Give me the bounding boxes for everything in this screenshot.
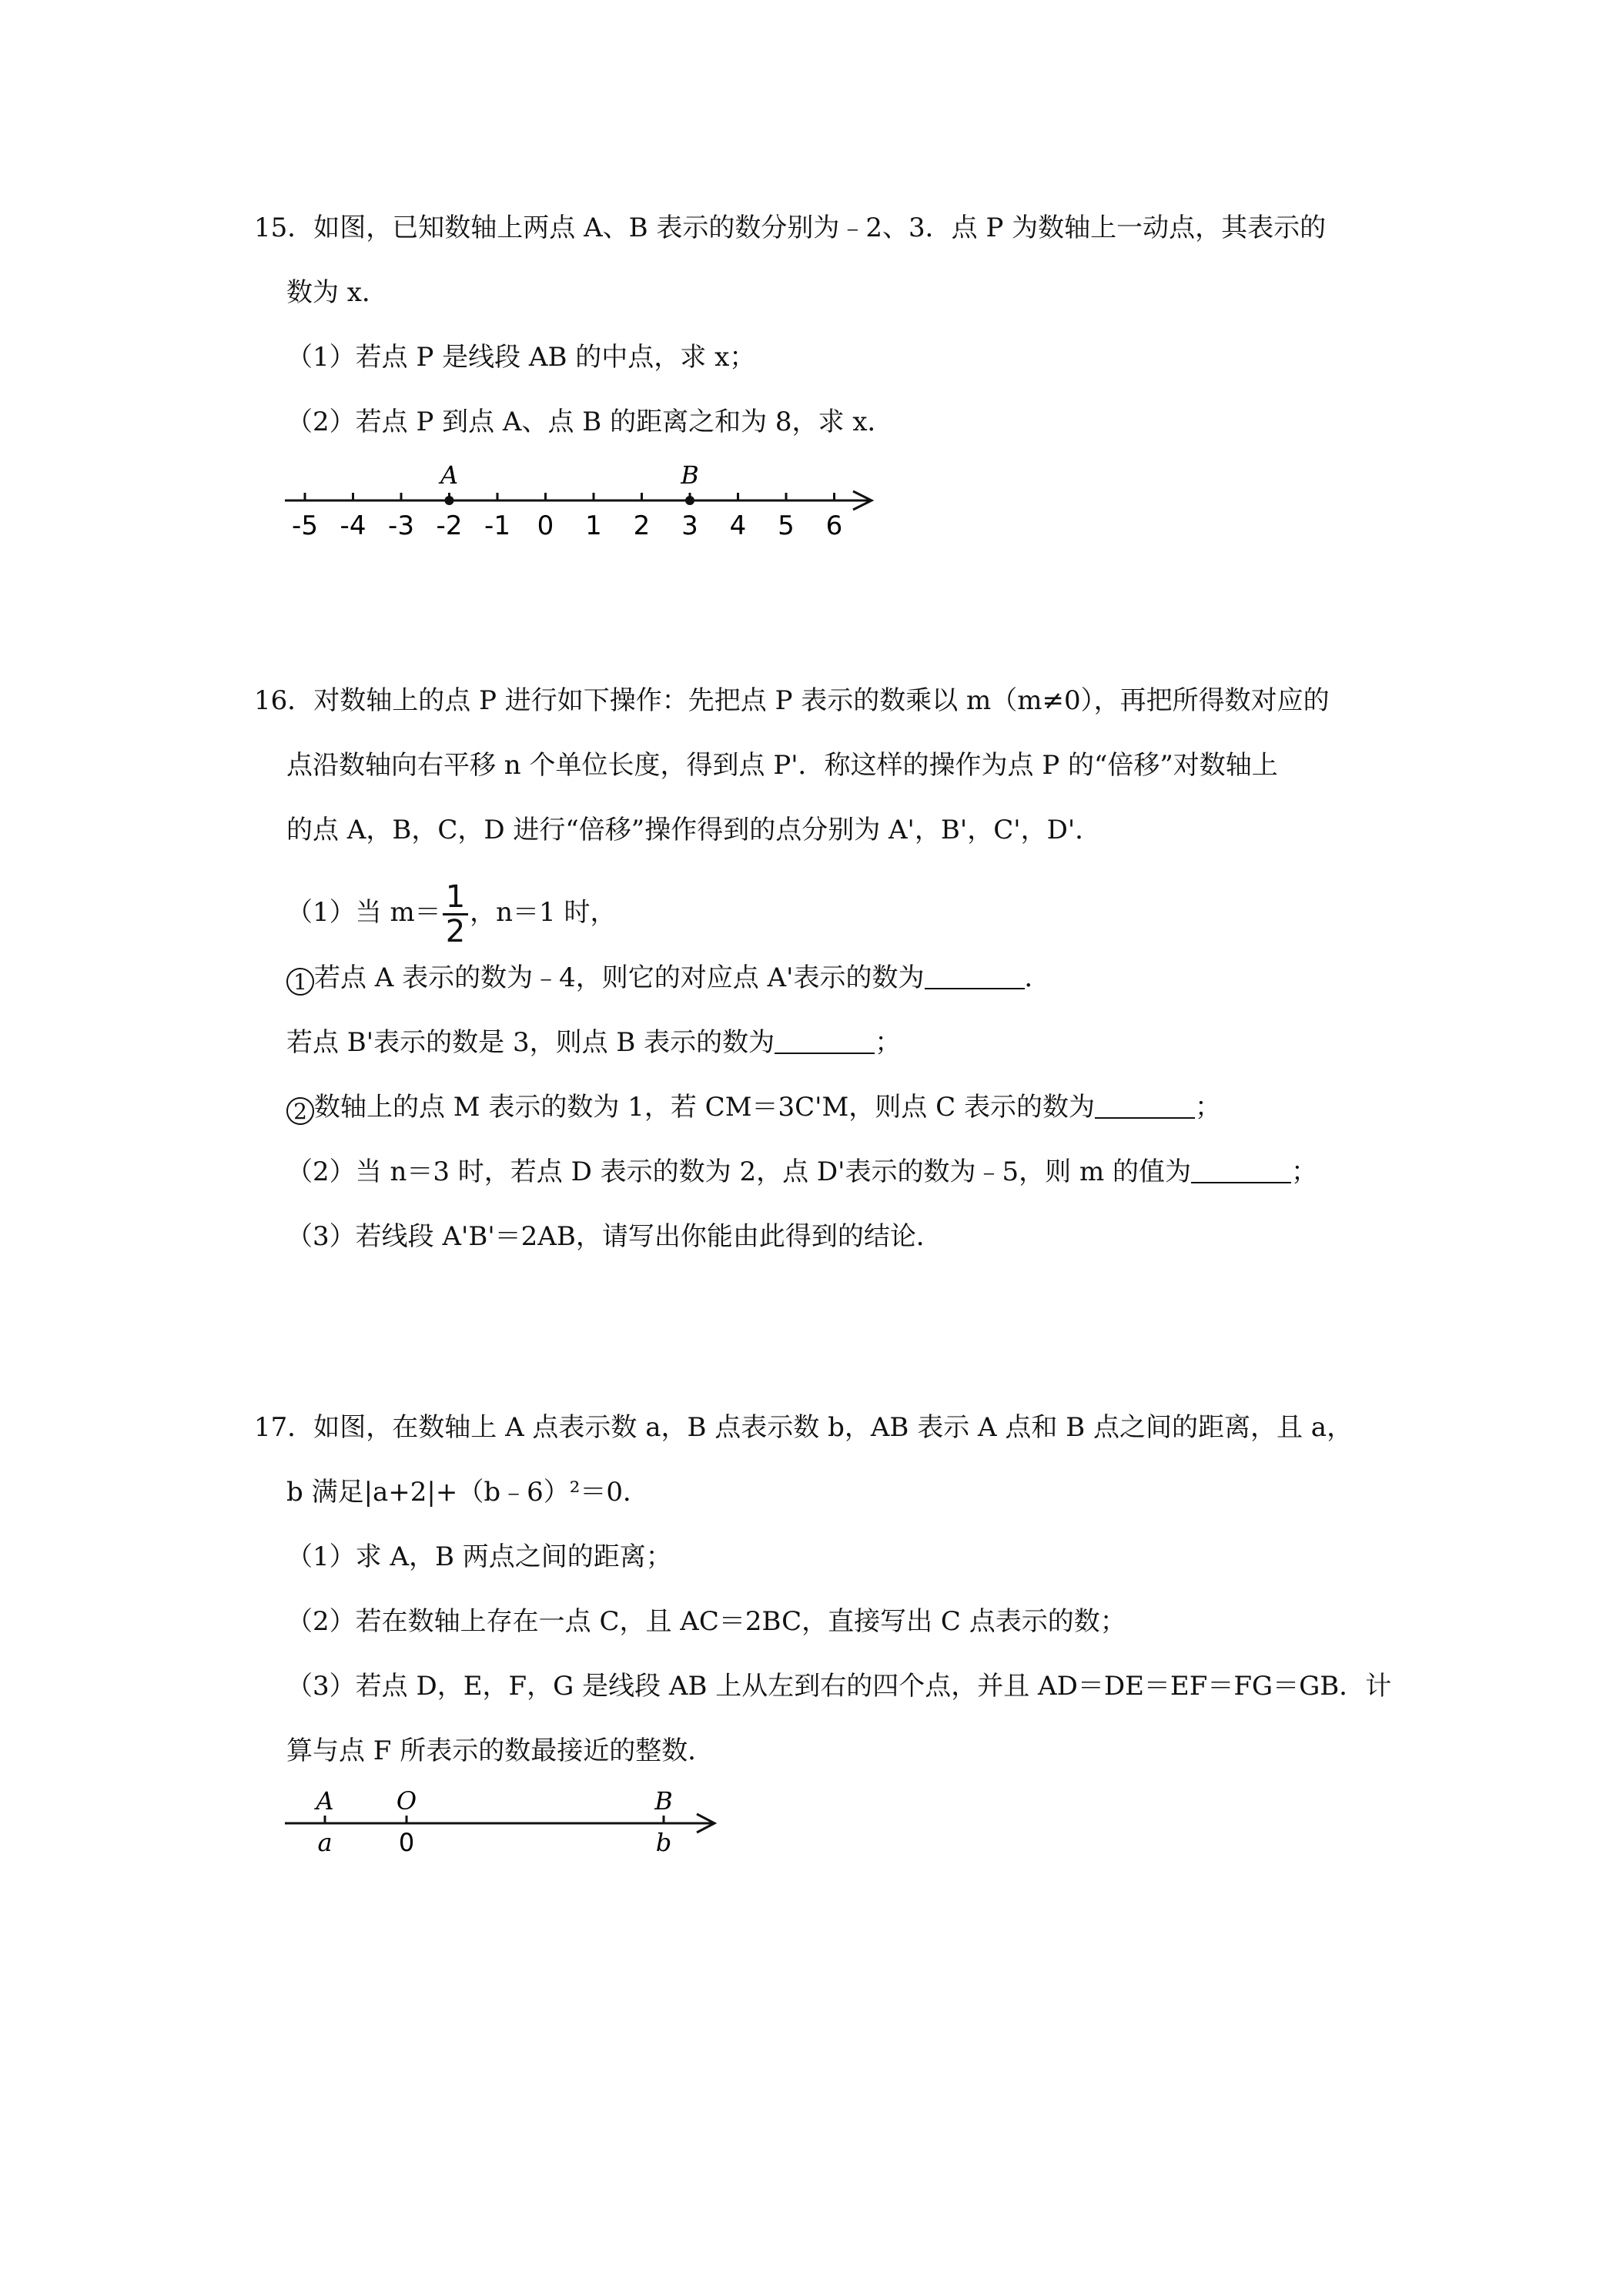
circled-one-mark: 1 (286, 968, 314, 996)
q15-tick-label: 2 (633, 510, 651, 541)
q16-part-1 (286, 878, 616, 948)
q17-value-a: a (317, 1828, 333, 1857)
q17-number: 17． (254, 1412, 314, 1443)
q15-stem-1: 如图，已知数轴上两点 A、B 表示的数分别为﹣2、3．点 P 为数轴上一动点，其表示的 (313, 213, 1327, 243)
q15-label-a: A (440, 460, 459, 490)
q15-tick-label: 3 (681, 510, 698, 541)
q17-part-4: 算与点 F 所表示的数最接近的整数． (286, 1735, 714, 1766)
q16-fraction (443, 881, 468, 948)
q17-label-b: B (654, 1786, 673, 1816)
q15-label-b: B (681, 460, 699, 490)
q16-fraction-denominator: 2 (445, 913, 466, 949)
q15-tick-label: -2 (436, 510, 463, 541)
q15-tick-label: 4 (729, 510, 747, 541)
q15-tick-label: -5 (292, 510, 318, 541)
q16-sub-2 (286, 1090, 1221, 1125)
q15-tick-label: 6 (825, 510, 843, 541)
q16-sub-2-end: ； (1194, 1092, 1221, 1123)
q17-label-o: O (396, 1786, 417, 1816)
answer-blank-1[interactable] (925, 965, 1025, 989)
q17-number-line (277, 1785, 724, 1869)
q16-stem-2: 点沿数轴向右平移 n 个单位长度，得到点 P'．称这样的操作为点 P 的“倍移”对数轴上 (286, 750, 1278, 781)
q16-sub-1-text: 若点 A 表示的数为﹣4，则它的对应点 A'表示的数为 (314, 962, 925, 993)
q16-sub-b (286, 1026, 901, 1059)
q15-point-a (445, 496, 454, 505)
answer-blank-2[interactable] (775, 1029, 875, 1054)
q16-sub-b-text: 若点 B'表示的数是 3，则点 B 表示的数为 (286, 1027, 775, 1058)
q16-part-2 (286, 1155, 1317, 1189)
answer-blank-3[interactable] (1095, 1094, 1195, 1119)
q15-part-1: （1）若点 P 是线段 AB 的中点，求 x； (286, 342, 756, 373)
answer-blank-4[interactable] (1191, 1159, 1291, 1183)
q16-part-3: （3）若线段 A'B'＝2AB，请写出你能由此得到的结论． (286, 1221, 942, 1252)
q16-part-2-text: （2）当 n＝3 时，若点 D 表示的数为 2，点 D'表示的数为﹣5，则 m 的值为 (286, 1156, 1191, 1187)
q15-tick-label: -4 (340, 510, 366, 541)
q16-fraction-numerator: 1 (443, 881, 468, 915)
circled-two-mark: 2 (286, 1097, 314, 1125)
q16-sub-1-end: ． (1024, 962, 1051, 993)
q16-part-2-end: ； (1291, 1156, 1317, 1187)
q16-stem-1: 对数轴上的点 P 进行如下操作：先把点 P 表示的数乘以 m（m≠0），再把所得数对应的 (313, 685, 1330, 716)
q17-part-2: （2）若在数轴上存在一点 C，且 AC＝2BC，直接写出 C 点表示的数； (286, 1606, 1126, 1637)
q17-line1 (254, 1411, 1353, 1444)
q15-part-2: （2）若点 P 到点 A、点 B 的距离之和为 8，求 x． (286, 407, 894, 437)
q16-sub-2-text: 数轴上的点 M 表示的数为 1，若 CM＝3C'M，则点 C 表示的数为 (314, 1092, 1095, 1123)
q16-part-1-pre: （1）当 m＝ (286, 897, 441, 928)
q15-number: 15． (254, 213, 314, 243)
q16-sub-b-end: ； (875, 1027, 902, 1058)
q15-tick-label: 1 (585, 510, 602, 541)
q16-part-1-post: ，n＝1 时， (470, 897, 617, 928)
q15-tick-label: 5 (778, 510, 795, 541)
q15-line1 (254, 211, 1326, 245)
q16-sub-1 (286, 961, 1051, 996)
q17-stem-1: 如图，在数轴上 A 点表示数 a，B 点表示数 b，AB 表示 A 点和 B 点之间的距离，且 a， (313, 1412, 1354, 1443)
q16-line1 (254, 684, 1330, 718)
q16-stem-3: 的点 A，B，C，D 进行“倍移”操作得到的点分别为 A'，B'，C'，D'． (286, 815, 1102, 845)
q17-stem-2: b 满足|a+2|+（b﹣6）²＝0． (286, 1477, 650, 1508)
q17-value-b: b (655, 1828, 672, 1857)
q15-tick-label: -3 (388, 510, 414, 541)
q15-tick-label: 0 (537, 510, 554, 541)
q17-part-3: （3）若点 D，E，F，G 是线段 AB 上从左到右的四个点，并且 AD＝DE＝EF＝FG＝GB．计 (286, 1671, 1392, 1702)
q17-value-zero: 0 (398, 1828, 415, 1857)
q15-number-line (277, 460, 885, 545)
q15-point-b (685, 496, 694, 505)
q16-number: 16． (254, 685, 314, 716)
q15-tick-label: -1 (484, 510, 510, 541)
q15-stem-2: 数为 x． (286, 277, 388, 308)
q17-label-a: A (316, 1786, 334, 1816)
q17-part-1: （1）求 A，B 两点之间的距离； (286, 1541, 672, 1572)
